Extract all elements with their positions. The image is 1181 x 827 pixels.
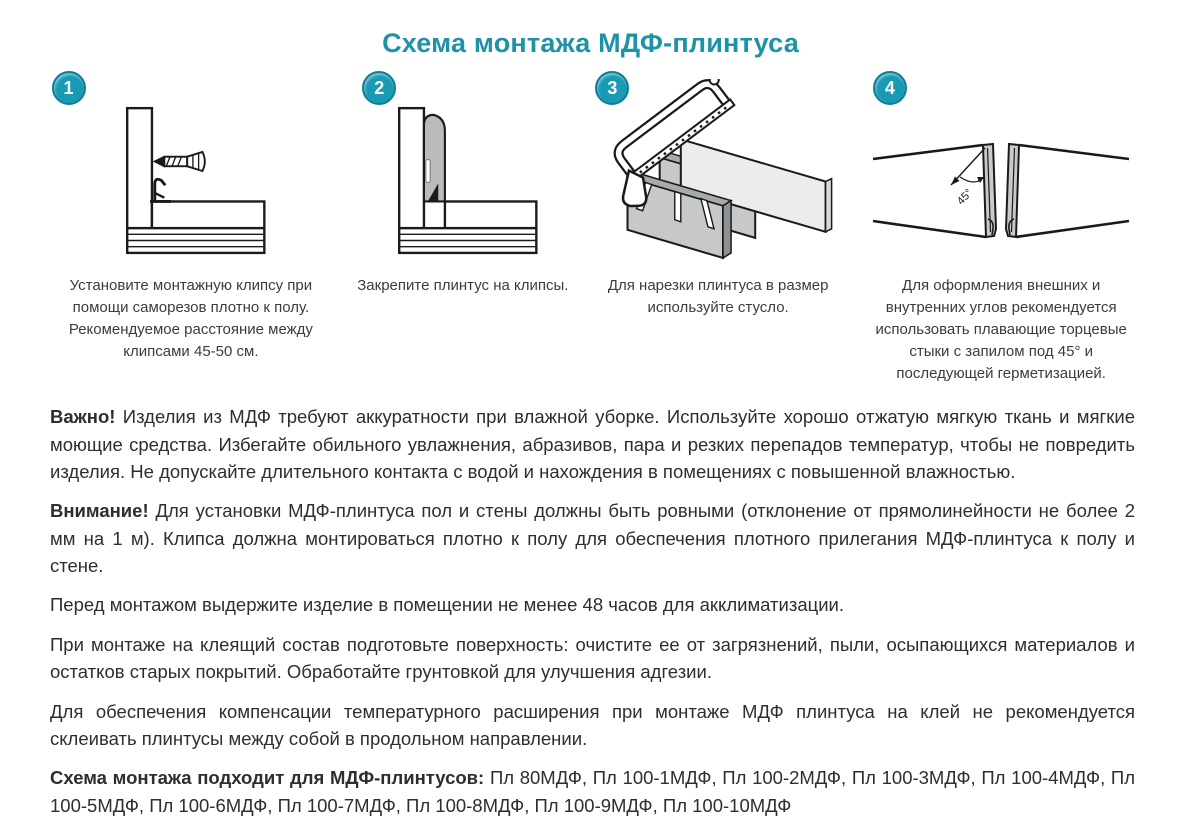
paragraph-thermal-expansion: [50, 698, 1135, 753]
paragraph-text: Для обеспечения компенсации температурного расширения при монтаже МДФ плинтуса на клей не рекомендуется склеивать плинтусы между собой в продольном направлении.: [50, 700, 1135, 749]
miter-box-saw-illustration: [592, 79, 844, 265]
instruction-paragraphs: [0, 403, 1181, 819]
step-3-figure: [592, 73, 844, 265]
step-1-number-badge: [52, 71, 86, 105]
paragraph-text: Перед монтажом выдержите изделие в помещении не менее 48 часов для акклиматизации.: [50, 594, 845, 616]
paragraph-glue-surface: [50, 631, 1135, 686]
step-4-figure: [866, 73, 1136, 265]
plinth-end-right: [1006, 144, 1129, 237]
page-title: Схема монтажа МДФ-плинтуса: [382, 28, 799, 58]
step-4-number-badge: [873, 71, 907, 105]
plinth-on-clip-illustration: [363, 97, 563, 265]
paragraph-lead: Важно!: [50, 406, 116, 428]
step-number: 2: [374, 77, 385, 98]
paragraph-text: Пл 80МДФ, Пл 100-1МДФ, Пл 100-2МДФ, Пл 100-3МДФ, Пл 100-4МДФ, Пл 100-5МДФ, Пл 100-6МДФ, Пл 100-7МДФ, Пл 100-8МДФ, Пл 100-9МДФ, Пл 100-10МДФ: [50, 767, 1135, 816]
angle-annotation: [951, 148, 985, 207]
paragraph-text: Изделия из МДФ требуют аккуратности при влажной уборке. Используйте хорошо отжатую мягкую ткань и мягкие моющие средства. Избегайте обильного увлажнения, абразивов, пара и резких перепадов температур, чтобы не повредить изделия. Не допускайте длительного контакта с водой и нахождения в помещениях с повышенной влажностью.: [50, 406, 1136, 482]
paragraph-acclimatization: [50, 591, 1135, 618]
paragraph-lead: Внимание!: [50, 500, 149, 522]
clip-screw-illustration: [91, 97, 291, 265]
paragraph-compatible-models: [50, 764, 1135, 819]
step-3-caption: Для нарезки плинтуса в размер используйте стусло.: [607, 277, 829, 317]
installation-steps-row: [36, 69, 1146, 385]
step-2-caption: Закрепите плинтус на клипсы.: [357, 277, 569, 294]
step-3: [579, 69, 857, 385]
angle-label: 45°: [955, 187, 976, 208]
step-number: 1: [63, 77, 74, 98]
paragraph-important: [50, 403, 1135, 485]
step-1-figure: [91, 73, 291, 265]
plinth-end-left: [873, 144, 996, 237]
paragraph-text: Для установки МДФ-плинтуса пол и стены должны быть ровными (отклонение от прямолинейности не более 2 мм на 1 м). Клипса должна монтироваться плотно к полу для обеспечения плотного прилегания МДФ-плинтуса к полу и стене.: [50, 500, 1135, 577]
step-number: 4: [884, 77, 895, 98]
step-4-caption: Для оформления внешних и внутренних углов рекомендуется использовать плавающие торцевые стыки с запилом под 45° и последующей герметизацией.: [875, 277, 1127, 383]
step-2-figure: [363, 73, 563, 265]
corner-joint-illustration: [866, 115, 1136, 265]
paragraph-lead: Схема монтажа подходит для МДФ-плинтусов:: [50, 767, 485, 789]
step-1-caption: Установите монтажную клипсу при помощи саморезов плотно к полу. Рекомендуемое расстояние между клипсами 45-50 см.: [68, 277, 313, 361]
paragraph-attention: [50, 497, 1135, 579]
step-4: [857, 69, 1146, 385]
step-number: 3: [607, 77, 618, 98]
step-2: [346, 69, 579, 385]
step-1: [36, 69, 347, 385]
paragraph-text: При монтаже на клеящий состав подготовьте поверхность: очистите ее от загрязнений, пыли, осыпающихся материалов и остатков старых покрытий. Обработайте грунтовкой для улучшения адгезии.: [50, 633, 1135, 683]
